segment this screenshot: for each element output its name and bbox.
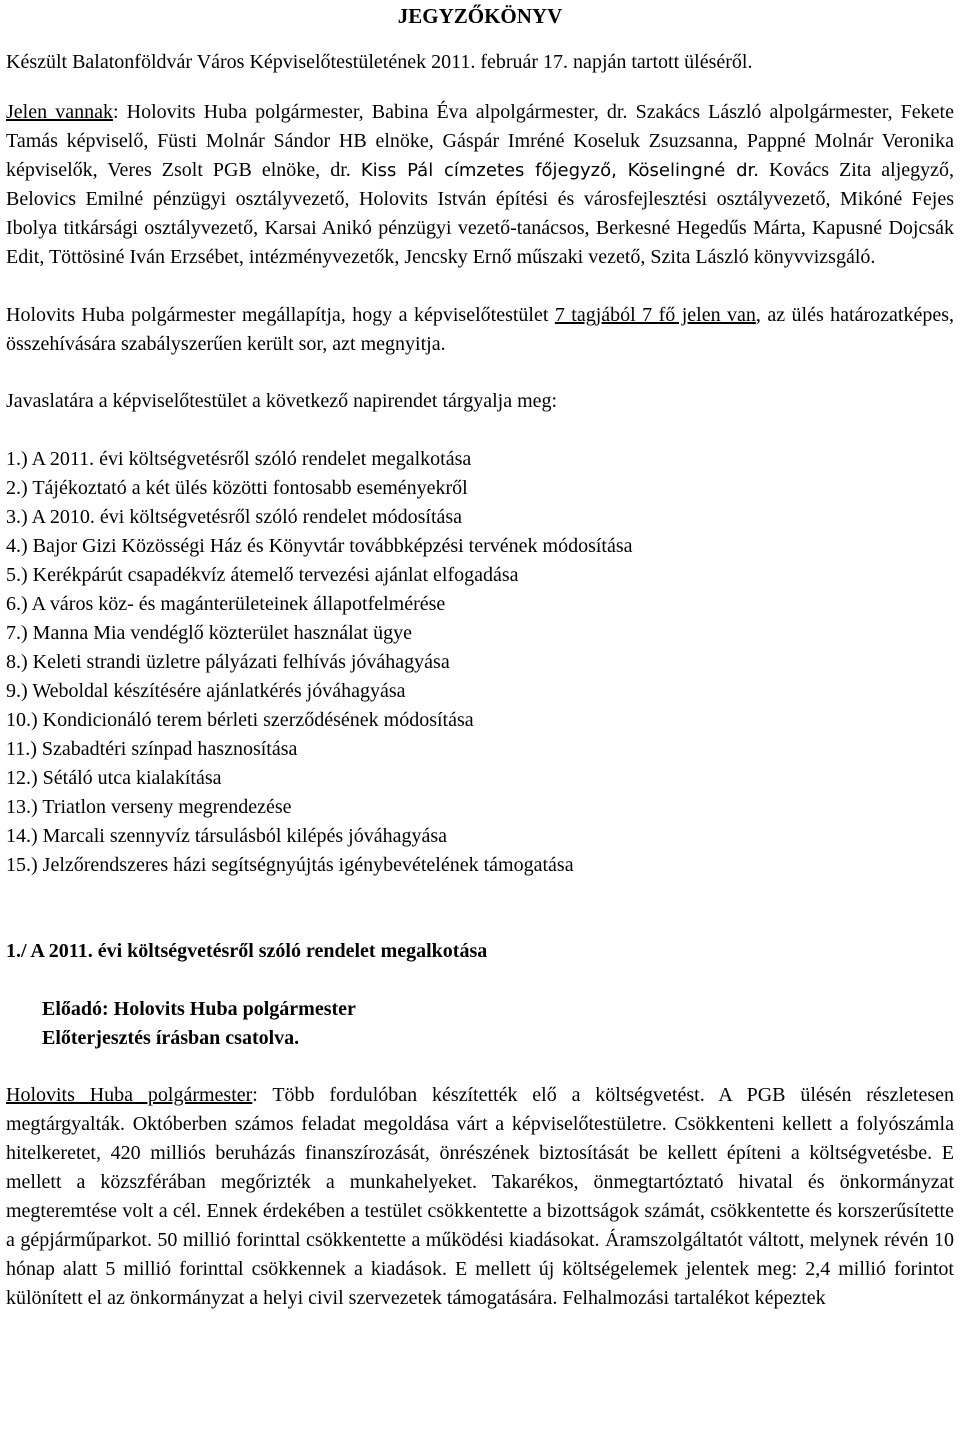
agenda-item-text: Tájékoztató a két ülés közötti fontosabb eseményekről [32, 477, 468, 499]
agenda-list [6, 445, 954, 880]
agenda-item-number: 14.) [6, 825, 38, 847]
agenda-item-text: Kondicionáló terem bérleti szerződésének módosítása [42, 709, 474, 731]
agenda-item-text: A 2011. évi költségvetésről szóló rendelet megalkotása [31, 448, 472, 470]
agenda-item [6, 706, 954, 735]
attendance-text-3: Kovács Zita aljegyző, Belovics Emilné pénzügyi osztályvezető, Holovits István építési és városfejlesztési osztályvezető, Mikóné Fejes Ibolya titkársági osztályvezető, Karsai Anikó pénzügyi vezető-tanácsos, Berkesné Hegedűs Márta, Kapusné Dojcsák Edit, Töttösiné Iván Erzsébet, intézményvezetők, Jencsky Ernő műszaki vezető, Szita László könyvvizsgáló. [6, 159, 955, 268]
agenda-item-text: Keleti strandi üzletre pályázati felhívás jóváhagyása [32, 651, 450, 673]
agenda-item [6, 503, 954, 532]
agenda-item [6, 677, 954, 706]
section-heading: 1./ A 2011. évi költségvetésről szóló rendelet megalkotása [6, 940, 488, 962]
quorum-text-1: Holovits Huba polgármester megállapítja, hogy a képviselőtestület [6, 304, 555, 326]
agenda-item-text: Bajor Gizi Közösségi Ház és Könyvtár továbbképzési tervének módosítása [32, 535, 633, 557]
agenda-item [6, 561, 954, 590]
attached-line: Előterjesztés írásban csatolva. [42, 1027, 300, 1049]
agenda-item-number: 13.) [6, 796, 38, 818]
agenda-item-text: Szabadtéri színpad hasznosítása [41, 738, 298, 760]
presenter-line: Előadó: Holovits Huba polgármester [42, 998, 356, 1020]
proposal-text: Javaslatára a képviselőtestület a következő napirendet tárgyalja meg: [6, 390, 558, 412]
agenda-item-number: 2.) [6, 477, 28, 499]
agenda-item [6, 619, 954, 648]
agenda-item [6, 793, 954, 822]
agenda-item-text: A 2010. évi költségvetésről szóló rendelet módosítása [31, 506, 463, 528]
agenda-item-number: 11.) [6, 738, 37, 760]
agenda-item-text: Sétáló utca kialakítása [42, 767, 222, 789]
document-title: JEGYZŐKÖNYV [397, 4, 563, 28]
agenda-item-number: 10.) [6, 709, 38, 731]
agenda-item-text: A város köz- és magánterületeinek állapotfelmérése [31, 593, 446, 615]
agenda-item [6, 532, 954, 561]
agenda-item [6, 764, 954, 793]
agenda-item-number: 9.) [6, 680, 28, 702]
agenda-item-number: 3.) [6, 506, 28, 528]
attendance-label: Jelen vannak [6, 101, 113, 123]
agenda-item [6, 445, 954, 474]
attendance-paragraph [6, 98, 954, 272]
agenda-item-number: 1.) [6, 448, 28, 470]
agenda-item-number: 6.) [6, 593, 28, 615]
agenda-item-text: Marcali szennyvíz társulásból kilépés jóváhagyása [42, 825, 447, 847]
document-page [6, 0, 954, 1313]
speech-paragraph [6, 1081, 954, 1313]
speech-body: : Több fordulóban készítették elő a költségvetést. A PGB ülésén részletesen megtárgyalták. Októberben számos feladat megoldása várt a képviselőtestületre. Csökkenteni kellett a folyószámla hitelkeretet, 420 milliós beruházás finanszírozását, önrészének biztosítását be kellett építeni a költségvetésbe. E mellett a közszférában megőrizték a munkahelyeket. Takarékos, önmegtartóztató hivatal és önkormányzat megteremtése volt a cél. Ennek érdekében a testület csökkentette a bizottságok számát, csökkentette és korszerűsítette a gépjárműparkot. 50 millió forinttal csökkentette a működési kiadásokat. Áramszolgáltatót váltott, melynek révén 10 hónap alatt 5 millió forinttal csökkennek a kiadások. E mellett új költségelemek jelentek meg: 2,4 millió forintot különített el az önkormányzat a helyi civil szervezetek támogatására. Felhalmozási tartalékot képeztek [6, 1084, 954, 1309]
quorum-underlined: 7 tagjából 7 fő jelen van [554, 304, 756, 326]
agenda-item-text: Triatlon verseny megrendezése [42, 796, 292, 818]
agenda-item [6, 735, 954, 764]
agenda-item-text: Manna Mia vendéglő közterület használat ügye [32, 622, 412, 644]
agenda-item [6, 648, 954, 677]
intro-paragraph: Készült Balatonföldvár Város Képviselőtestületének 2011. február 17. napján tartott üléséről. [6, 51, 753, 73]
agenda-item-number: 8.) [6, 651, 28, 673]
attendance-text-2: Kiss Pál címzetes főjegyző, Köselingné dr. [360, 160, 759, 181]
agenda-item-number: 5.) [6, 564, 28, 586]
agenda-item [6, 822, 954, 851]
attendance-text-1: : Holovits Huba polgármester, Babina Éva alpolgármester, dr. Szakács László alpolgármester, Fekete Tamás képviselő, Füsti Molnár Sándor HB elnöke, Gáspár Imréné Koseluk Zsuzsanna, Pappné Molnár Veronika képviselők, Veres Zsolt PGB elnöke, dr. [6, 101, 954, 181]
agenda-item-text: Kerékpárút csapadékvíz átemelő tervezési ajánlat elfogadása [32, 564, 519, 586]
agenda-item-number: 15.) [6, 854, 38, 876]
agenda-item [6, 474, 954, 503]
quorum-text-2: , az ülés határozatképes, összehívására szabályszerűen került sor, azt megnyitja. [6, 304, 955, 355]
agenda-item-text: Jelzőrendszeres házi segítségnyújtás igénybevételének támogatása [42, 854, 574, 876]
agenda-item-number: 12.) [6, 767, 38, 789]
agenda-item [6, 851, 954, 880]
speaker-name: Holovits Huba polgármester [6, 1084, 253, 1106]
agenda-item-number: 7.) [6, 622, 28, 644]
agenda-item [6, 590, 954, 619]
agenda-item-text: Weboldal készítésére ajánlatkérés jóváhagyása [32, 680, 406, 702]
quorum-paragraph [6, 301, 954, 359]
agenda-item-number: 4.) [6, 535, 28, 557]
